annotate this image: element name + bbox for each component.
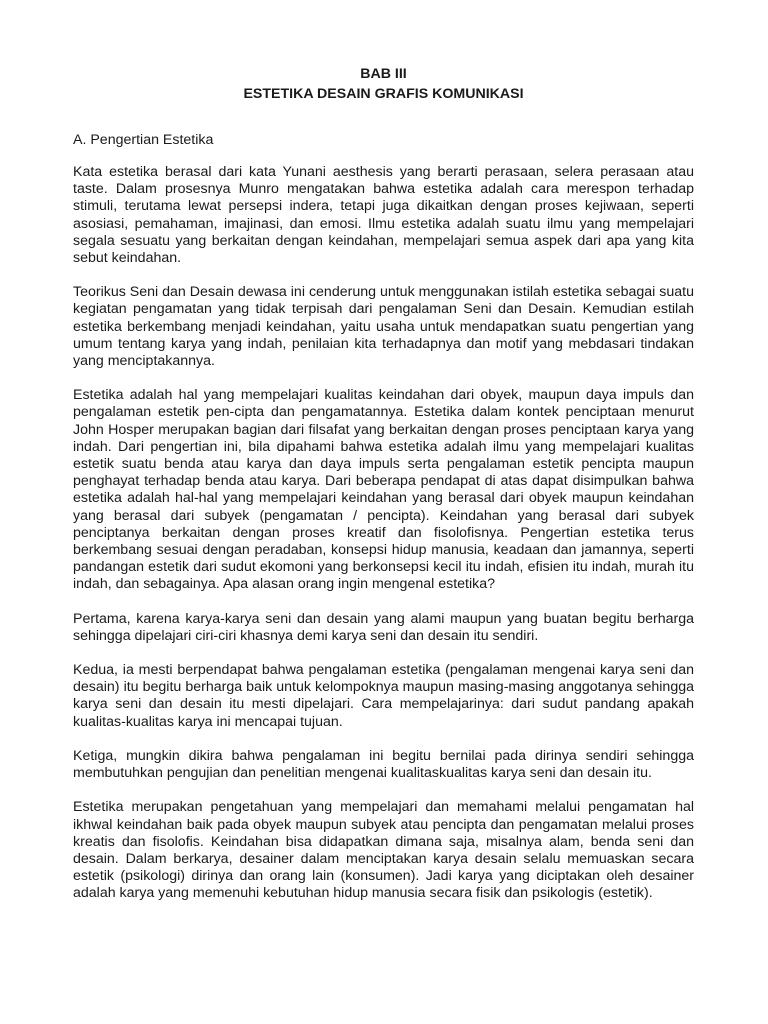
paragraph-definition: Kata estetika berasal dari kata Yunani aesthesis yang berarti perasaan, selera perasaan atau taste. Dalam prosesnya Munro mengatakan bahwa estetika adalah cara merespon terhadap stimuli, terutama lewat persepsi indera, tetapi juga dikaitkan dengan proses kejiwaan, seperti asosiasi, pemahaman, imajinasi, dan emosi. Ilmu estetika adalah suatu ilmu yang mempelajari segala sesuatu yang berkaitan dengan keindahan, mempelajari semua aspek dari apa yang kita sebut keindahan. [73, 164, 694, 267]
paragraph-third-reason: Ketiga, mungkin dikira bahwa pengalaman ini begitu bernilai pada dirinya sendiri sehingga membutuhkan pengujian dan penelitian mengenai kualitaskualitas karya seni dan desain itu. [73, 747, 694, 782]
paragraph-conclusion: Estetika merupakan pengetahuan yang mempelajari dan memahami melalui pengamatan hal ikhwal keindahan baik pada obyek maupun subyek atau pencipta dan pengamatan melalui proses kreatis dan fisolofis. Keindahan bisa didapatkan dimana saja, misalnya alam, benda seni dan desain. Dalam berkarya, desainer dalam menciptakan karya desain selalu memuaskan secara estetik (psikologi) dirinya dan orang lain (konsumen). Jadi karya yang diciptakan oleh desainer adalah karya yang memenuhi kebutuhan hidup manusia secara fisik dan psikologis (estetik). [73, 799, 694, 902]
chapter-label: BAB III [360, 66, 407, 82]
paragraph-aesthetics-study: Estetika adalah hal yang mempelajari kualitas keindahan dari obyek, maupun daya impuls dan pengalaman estetik pen-cipta dan pengamatannya. Estetika dalam kontek penciptaan menurut John Hosper merupakan bagian dari filsafat yang berkaitan dengan proses penciptaan karya yang indah. Dari pengertian ini, bila dipahami bahwa estetika adalah ilmu yang mempelajari kualitas estetik suatu benda atau karya dan daya impuls serta pengalaman estetik pencipta maupun penghayat terhadap benda atau karya. Dari beberapa pendapat di atas dapat disimpulkan bahwa estetika adalah hal-hal yang mempelajari keindahan yang berasal dari obyek maupun keindahan yang berasal dari subyek (pengamatan / pencipta). Keindahan yang berasal dari subyek penciptanya berkaitan dengan proses kreatif dan fisolofisnya. Pengertian estetika terus berkembang sesuai dengan peradaban, konsepsi hidup manusia, keadaan dan jamannya, seperti pandangan estetik dari sudut ekomoni yang berkonsepsi kecil itu indah, efisien itu indah, murah itu indah, dan sebagainya. Apa alasan orang ingin mengenal estetika? [73, 387, 694, 593]
section-heading: A. Pengertian Estetika [73, 132, 214, 148]
document-page [73, 64, 694, 903]
chapter-title: ESTETIKA DESAIN GRAFIS KOMUNIKASI [243, 86, 524, 102]
paragraph-second-reason: Kedua, ia mesti berpendapat bahwa pengalaman estetika (pengalaman mengenai karya seni dan desain) itu begitu berharga baik untuk kelompoknya maupun masing-masing anggotanya sehingga karya seni dan desain itu mesti dipelajari. Cara mempelajarinya: dari sudut pandang apakah kualitas-kualitas karya ini mencapai tujuan. [73, 662, 694, 730]
paragraph-first-reason: Pertama, karena karya-karya seni dan desain yang alami maupun yang buatan begitu berharga sehingga dipelajari ciri-ciri khasnya demi karya seni dan desain itu sendiri. [73, 610, 694, 644]
paragraph-theorists: Teorikus Seni dan Desain dewasa ini cenderung untuk menggunakan istilah estetika sebagai suatu kegiatan pengamatan yang tidak terpisah dari pengalaman Seni dan Desain. Kemudian estilah estetika berkembang menjadi keindahan, yaitu usaha untuk mendapatkan suatu pengertian yang umum tentang karya yang indah, penilaian kita terhadapnya dan motif yang mebdasari tindakan yang menciptakannya. [73, 284, 694, 370]
